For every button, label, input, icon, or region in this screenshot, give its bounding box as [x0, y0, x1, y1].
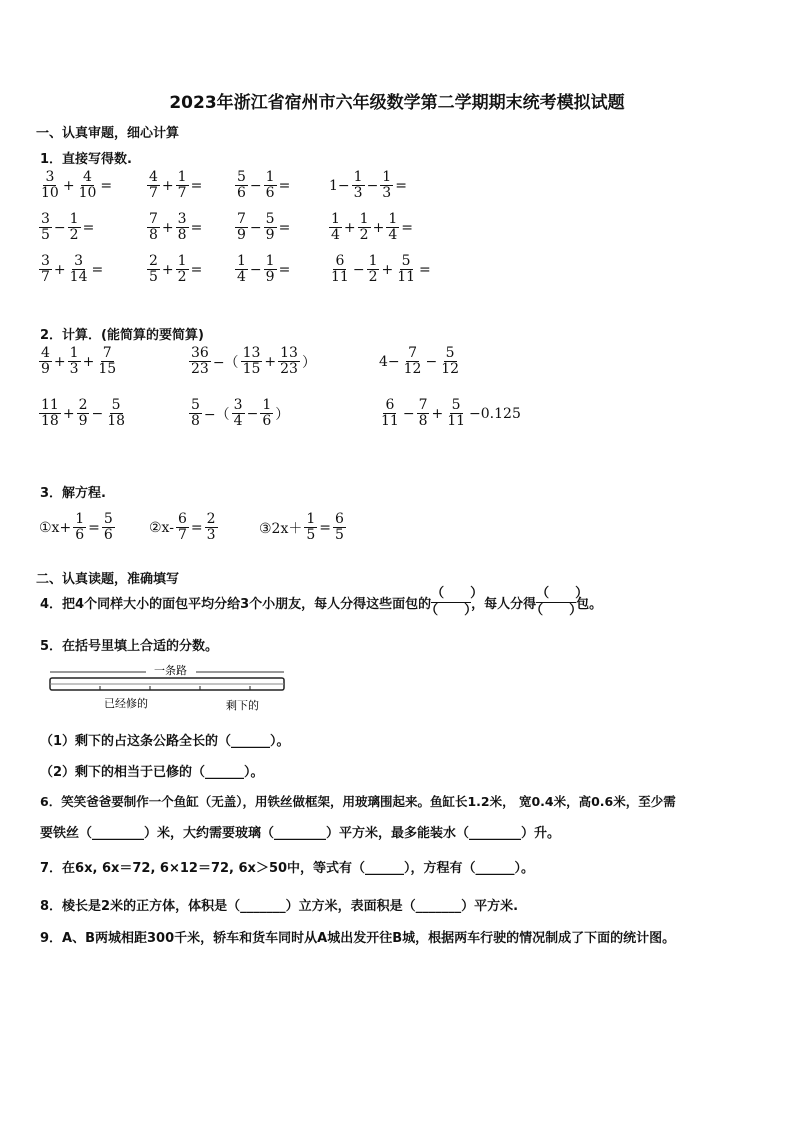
math-operator: −	[402, 405, 415, 422]
fraction-denominator: 2	[359, 227, 369, 243]
q3-label: 3．解方程.	[40, 486, 106, 501]
fraction	[189, 398, 202, 429]
math-operator: =	[319, 519, 332, 536]
fraction-numerator: 1	[306, 511, 316, 527]
fraction-numerator: 1	[353, 169, 363, 185]
math-operator: −	[366, 177, 379, 194]
fraction-denominator: 4	[233, 413, 243, 429]
q2-item	[38, 346, 119, 377]
math-operator: =	[278, 261, 291, 278]
math-operator: −0.125	[469, 405, 521, 422]
fraction	[68, 212, 81, 243]
fraction	[402, 346, 424, 377]
q8-text: 8．棱长是2米的正方体，体积是（_______）立方米，表面积是（_______）平方米.	[40, 899, 519, 914]
fraction	[77, 398, 90, 429]
fraction-numerator: 3	[41, 253, 50, 269]
q3-equation	[258, 512, 347, 543]
fraction	[176, 212, 189, 243]
fraction-numerator: 6	[335, 253, 345, 269]
q5-sub-1: （1）剩下的占这条公路全长的（______）。	[40, 734, 290, 749]
math-operator: 4−	[379, 353, 400, 370]
q6-line-1: 6．笑笑爸爸要制作一个鱼缸（无盖），用铁丝做框架，用玻璃围起来。鱼缸长1.2米， 宽0.4米，高0.6米，至少需	[40, 794, 676, 809]
fraction	[68, 254, 90, 285]
math-operator: =	[278, 219, 291, 236]
math-operator: +	[431, 405, 444, 422]
fraction	[176, 170, 189, 201]
q1-item	[234, 254, 291, 285]
fraction	[232, 398, 245, 429]
fraction	[329, 212, 342, 243]
q4-blank-denominator-1[interactable]: （ ）	[425, 603, 478, 618]
q2-item	[188, 346, 317, 377]
fraction-denominator: 7	[177, 185, 187, 201]
q1-item	[146, 170, 203, 201]
fraction-denominator: 6	[237, 185, 246, 201]
fraction-denominator: 15	[242, 361, 261, 377]
q4-blank-denominator-2[interactable]: （ ）	[530, 603, 583, 618]
fraction	[439, 346, 461, 377]
fraction-numerator: 7	[408, 345, 418, 361]
fraction-numerator: 6	[335, 511, 344, 527]
fraction	[147, 212, 160, 243]
q2-item	[188, 398, 290, 429]
fraction	[205, 512, 218, 543]
q9-text: 9．A、B两城相距300千米，轿车和货车同时从A城出发开往B城，根据两车行驶的情况制成了下面的统计图。	[40, 931, 676, 946]
fraction-numerator: 2	[206, 511, 216, 527]
math-operator: =	[190, 261, 203, 278]
fraction-denominator: 3	[69, 361, 79, 377]
fraction-denominator: 23	[191, 361, 209, 377]
math-operator: =	[278, 177, 291, 194]
q1-item	[38, 212, 95, 243]
fraction-denominator: 2	[69, 227, 79, 243]
fraction-numerator: 2	[78, 397, 88, 413]
fraction-numerator: 1	[69, 211, 79, 227]
fraction-numerator: 4	[83, 169, 92, 185]
fraction-numerator: 5	[103, 511, 113, 527]
q1-item	[328, 170, 408, 201]
q4-answer-fraction-2[interactable]	[530, 586, 589, 619]
q2-item	[378, 346, 462, 377]
math-operator: =	[401, 219, 413, 236]
fraction-denominator: 2	[177, 269, 187, 285]
fraction	[105, 398, 127, 429]
fraction	[73, 512, 86, 543]
math-operator: +	[343, 219, 356, 236]
fraction-denominator: 11	[331, 269, 349, 285]
fraction-denominator: 5	[335, 527, 344, 543]
fraction-numerator: 11	[41, 397, 59, 413]
fraction	[235, 254, 248, 285]
fraction-numerator: 1	[262, 397, 272, 413]
q1-label: 1．直接写得数.	[40, 152, 132, 167]
fraction-numerator: 4	[149, 169, 158, 185]
fraction-numerator: 3	[41, 211, 50, 227]
q4-text-1: 4．把4个同样大小的面包平均分给3个小朋友，每人分得这些面包的	[40, 597, 432, 612]
road-diagram	[46, 660, 291, 715]
fraction-denominator: 3	[382, 185, 392, 201]
math-operator: +	[381, 261, 394, 278]
math-operator: ）	[301, 354, 316, 371]
fraction	[379, 398, 401, 429]
fraction-numerator: 1	[382, 169, 392, 185]
fraction	[304, 512, 317, 543]
fraction	[39, 254, 52, 285]
fraction	[358, 212, 371, 243]
math-operator: =	[395, 177, 407, 194]
q1-item	[146, 254, 203, 285]
fraction-numerator: 3	[74, 253, 84, 269]
fraction-numerator: 3	[177, 211, 187, 227]
q1-item	[146, 212, 203, 243]
road-rest-label: 剩下的	[226, 699, 259, 712]
math-operator: +	[161, 177, 174, 194]
math-operator: +	[62, 177, 75, 194]
q3-equation	[38, 512, 116, 543]
fraction-denominator: 6	[262, 413, 272, 429]
fraction-numerator: 2	[149, 253, 158, 269]
fraction-numerator: 13	[242, 345, 261, 361]
math-operator: −	[53, 219, 66, 236]
fraction-numerator: 6	[385, 397, 395, 413]
math-operator: +	[264, 353, 277, 370]
fraction-denominator: 3	[353, 185, 363, 201]
fraction-denominator: 8	[177, 227, 187, 243]
fraction	[39, 398, 61, 429]
fraction-denominator: 5	[41, 227, 50, 243]
math-operator: ②x-	[149, 519, 174, 536]
page-title: 2023年浙江省宿州市六年级数学第二学期期末统考模拟试题	[169, 93, 625, 113]
math-operator: =	[88, 519, 100, 536]
math-operator: =	[419, 261, 431, 278]
fraction	[264, 170, 277, 201]
fraction-denominator: 6	[103, 527, 113, 543]
fraction-numerator: 1	[265, 253, 275, 269]
fraction-numerator: 1	[69, 345, 79, 361]
fraction-denominator: 11	[447, 413, 466, 429]
math-operator: +	[53, 261, 66, 278]
fraction-denominator: 11	[397, 269, 416, 285]
fraction	[260, 398, 273, 429]
fraction	[39, 212, 52, 243]
fraction	[333, 512, 346, 543]
fraction-denominator: 8	[149, 227, 158, 243]
math-operator: =	[190, 177, 203, 194]
fraction	[386, 212, 399, 243]
q1-item	[234, 212, 291, 243]
fraction-numerator: 3	[45, 169, 55, 185]
fraction-denominator: 10	[78, 185, 97, 201]
fraction	[241, 346, 263, 377]
q4-text-2: ，每人分得	[471, 597, 537, 612]
fraction-denominator: 5	[306, 527, 316, 543]
fraction-numerator: 7	[237, 211, 246, 227]
math-operator: −（	[212, 354, 239, 371]
fraction-denominator: 4	[331, 227, 340, 243]
fraction	[329, 254, 351, 285]
fraction	[39, 346, 52, 377]
math-operator: +	[62, 405, 75, 422]
math-operator: −	[249, 219, 262, 236]
fraction-numerator: 5	[451, 397, 461, 413]
math-operator: ①x+	[39, 519, 72, 536]
fraction	[235, 212, 248, 243]
fraction	[417, 398, 430, 429]
fraction-numerator: 1	[265, 169, 275, 185]
q2-label: 2．计算．(能简算的要简算)	[40, 328, 204, 343]
math-operator: ）	[275, 406, 290, 423]
fraction	[102, 512, 115, 543]
fraction-numerator: 1	[75, 511, 85, 527]
math-operator: −	[352, 261, 365, 278]
q3-equation	[148, 512, 219, 543]
fraction	[96, 346, 118, 377]
fraction-numerator: 7	[102, 345, 112, 361]
fraction-denominator: 6	[75, 527, 85, 543]
fraction-numerator: 13	[280, 345, 298, 361]
math-operator: −	[246, 405, 259, 422]
q4-answer-fraction-1[interactable]	[425, 586, 484, 619]
fraction	[176, 254, 189, 285]
fraction-denominator: 23	[280, 361, 298, 377]
fraction-numerator: 5	[191, 397, 200, 413]
fraction-numerator: 1	[388, 211, 398, 227]
fraction	[367, 254, 380, 285]
fraction-denominator: 2	[368, 269, 378, 285]
math-operator: ③2x＋	[259, 520, 303, 537]
fraction-denominator: 6	[265, 185, 275, 201]
fraction	[77, 170, 99, 201]
fraction	[395, 254, 417, 285]
math-operator: =	[91, 261, 104, 278]
fraction-numerator: 5	[265, 211, 275, 227]
math-operator: +	[161, 261, 174, 278]
q4-text-3: 包。	[576, 597, 603, 612]
fraction-denominator: 5	[149, 269, 158, 285]
q4-blank-numerator-2[interactable]: （ ）	[536, 586, 589, 601]
math-operator: −	[425, 353, 438, 370]
fraction	[380, 170, 393, 201]
q1-item	[38, 170, 113, 201]
road-done-label: 已经修的	[104, 697, 148, 710]
fraction-numerator: 1	[359, 211, 369, 227]
math-operator: +	[161, 219, 174, 236]
q7-text: 7．在6x, 6x＝72, 6×12＝72, 6x＞50中，等式有（______），方程有（______）。	[40, 861, 535, 876]
fraction-numerator: 1	[331, 211, 340, 227]
math-operator: =	[190, 219, 203, 236]
q6-line-2: 要铁丝（________）米，大约需要玻璃（________）平方米，最多能装水（________）升。	[40, 826, 561, 841]
fraction-denominator: 18	[107, 413, 126, 429]
fraction	[352, 170, 365, 201]
q2-item	[38, 398, 128, 429]
q4-blank-numerator-1[interactable]: （ ）	[431, 586, 484, 601]
fraction-numerator: 6	[177, 511, 187, 527]
fraction-numerator: 1	[177, 253, 187, 269]
fraction-denominator: 12	[441, 361, 460, 377]
math-operator: =	[82, 219, 95, 236]
fraction	[68, 346, 81, 377]
section-1-heading: 一、认真审题，细心计算	[36, 126, 180, 141]
q1-item	[38, 254, 104, 285]
fraction-denominator: 9	[41, 361, 50, 377]
fraction-numerator: 1	[177, 169, 187, 185]
fraction-denominator: 4	[237, 269, 246, 285]
fraction-denominator: 8	[418, 413, 428, 429]
q5-label: 5．在括号里填上合适的分数。	[40, 639, 219, 654]
q4-line	[40, 586, 602, 619]
math-operator: −	[249, 177, 262, 194]
fraction-numerator: 5	[445, 345, 455, 361]
fraction	[278, 346, 300, 377]
section-2-heading: 二、认真读题，准确填写	[36, 572, 180, 587]
math-operator: =	[190, 519, 203, 536]
fraction-numerator: 1	[237, 253, 246, 269]
fraction-denominator: 9	[237, 227, 246, 243]
fraction-denominator: 10	[41, 185, 59, 201]
math-operator: +	[372, 219, 385, 236]
fraction	[445, 398, 467, 429]
fraction	[235, 170, 248, 201]
math-operator: +	[53, 353, 66, 370]
fraction-denominator: 18	[41, 413, 59, 429]
math-operator: +	[82, 353, 95, 370]
fraction-denominator: 9	[78, 413, 88, 429]
fraction-denominator: 7	[177, 527, 187, 543]
fraction-denominator: 7	[41, 269, 50, 285]
fraction-denominator: 9	[265, 227, 275, 243]
fraction-denominator: 12	[403, 361, 422, 377]
fraction	[264, 212, 277, 243]
fraction-denominator: 8	[191, 413, 200, 429]
fraction-denominator: 3	[206, 527, 216, 543]
q2-item	[378, 398, 522, 429]
math-operator: −	[91, 405, 104, 422]
fraction	[147, 170, 160, 201]
fraction-numerator: 1	[368, 253, 378, 269]
q5-sub-2: （2）剩下的相当于已修的（______）。	[40, 765, 264, 780]
fraction-numerator: 5	[111, 397, 121, 413]
fraction-denominator: 11	[381, 413, 399, 429]
q1-item	[234, 170, 291, 201]
fraction	[264, 254, 277, 285]
fraction-numerator: 3	[233, 397, 243, 413]
fraction-denominator: 9	[265, 269, 275, 285]
math-operator: 1−	[329, 177, 350, 194]
math-operator: −	[249, 261, 262, 278]
q1-item	[328, 212, 414, 243]
fraction	[176, 512, 189, 543]
fraction-numerator: 5	[401, 253, 411, 269]
fraction-numerator: 4	[41, 345, 50, 361]
fraction-denominator: 14	[69, 269, 88, 285]
fraction-numerator: 5	[237, 169, 246, 185]
q1-item	[328, 254, 432, 285]
fraction	[39, 170, 61, 201]
fraction-numerator: 36	[191, 345, 209, 361]
fraction-denominator: 4	[388, 227, 398, 243]
fraction-numerator: 7	[418, 397, 428, 413]
fraction	[189, 346, 211, 377]
fraction-numerator: 7	[149, 211, 158, 227]
fraction	[147, 254, 160, 285]
fraction-denominator: 7	[149, 185, 158, 201]
math-operator: −（	[203, 406, 230, 423]
math-operator: =	[100, 177, 113, 194]
fraction-denominator: 15	[98, 361, 117, 377]
road-total-label: 一条路	[154, 664, 187, 677]
